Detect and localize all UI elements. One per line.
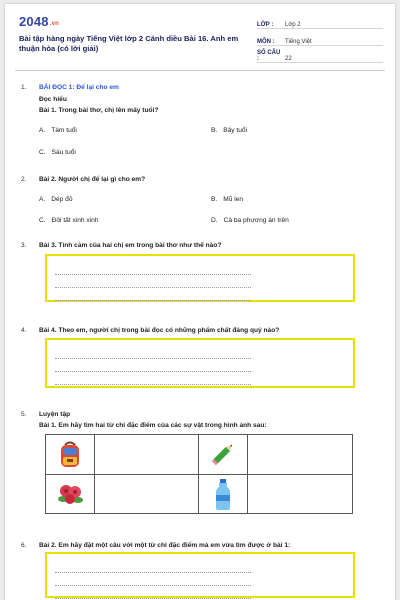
header-divider [15, 70, 385, 71]
option-b[interactable] [211, 127, 247, 134]
option-c[interactable] [39, 217, 99, 224]
question-number: 6. [21, 542, 27, 549]
option-text: Tám tuổi [51, 127, 77, 134]
question-text: Bài 1. Trong bài thơ, chị lên mấy tuổi? [39, 107, 159, 114]
site-logo[interactable]: 2048.vn [19, 14, 60, 29]
section-title: BÀI ĐỌC 1: Để lại cho em [39, 84, 119, 91]
question-text: Bài 4. Theo em, người chị trong bài đọc có những phẩm chất đáng quý nào? [39, 327, 280, 334]
image-cell [199, 474, 248, 514]
image-cell [199, 435, 248, 475]
image-cell [46, 435, 95, 475]
option-text: Dép đỏ [51, 196, 73, 203]
question-text: Bài 2. Em hãy đặt một câu với một từ chỉ đặc điểm mà em vừa tìm được ở bài 1: [39, 542, 291, 549]
table-row [46, 435, 353, 475]
meta-label: SỐ CÂU : [257, 50, 281, 62]
answer-line [55, 275, 251, 288]
answer-box[interactable] [45, 338, 355, 388]
answer-box[interactable] [45, 254, 355, 302]
answer-line [55, 586, 251, 599]
section-title: Luyện tập [39, 411, 71, 418]
table-row [46, 474, 353, 514]
question-text: Bài 1. Em hãy tìm hai từ chỉ đặc điểm của các sự vật trong hình ảnh sau: [39, 422, 267, 429]
meta-label: MÔN : [257, 39, 275, 45]
option-letter: C. [39, 149, 46, 156]
answer-cell[interactable] [248, 435, 353, 475]
meta-value: Lớp 2 [285, 22, 301, 28]
meta-label: LỚP : [257, 22, 274, 28]
meta-value: Tiếng Việt [285, 39, 312, 45]
water-bottle-icon [208, 477, 238, 511]
question-text: Bài 2. Người chị để lại gì cho em? [39, 176, 146, 183]
answer-box[interactable] [45, 552, 355, 598]
meta-value: 22 [285, 56, 292, 62]
option-a[interactable] [39, 127, 77, 134]
option-letter: B. [211, 127, 218, 134]
question-text: Bài 3. Tình cảm của hai chị em trong bài thơ như thế nào? [39, 242, 222, 249]
option-letter: B. [211, 196, 218, 203]
option-letter: A. [39, 196, 46, 203]
answer-line [55, 346, 251, 359]
option-a[interactable] [39, 196, 73, 203]
option-c[interactable] [39, 149, 76, 156]
answer-line [55, 573, 251, 586]
question-number: 4. [21, 327, 27, 334]
answer-cell[interactable] [94, 435, 199, 475]
question-number: 2. [21, 176, 27, 183]
section-subtitle: Đọc hiểu [39, 96, 67, 103]
question-number: 3. [21, 242, 27, 249]
option-b[interactable] [211, 196, 243, 203]
pencil-icon [208, 439, 238, 469]
question-number: 5. [21, 411, 27, 418]
document-title: Bài tập hàng ngày Tiếng Việt lớp 2 Cánh diều Bài 16. Anh em thuận hòa (có lời giải) [19, 34, 239, 53]
answer-cell[interactable] [248, 474, 353, 514]
option-d[interactable] [211, 217, 289, 224]
worksheet-meta [257, 14, 383, 65]
meta-row-count [257, 48, 383, 63]
worksheet-page [5, 4, 395, 600]
answer-cell[interactable] [94, 474, 199, 514]
answer-line [55, 372, 251, 385]
option-text: Đôi tất xinh xinh [51, 217, 99, 224]
option-letter: A. [39, 127, 46, 134]
meta-row-class [257, 14, 383, 29]
backpack-icon [55, 439, 85, 469]
image-answer-table [45, 434, 353, 514]
option-letter: D. [211, 217, 218, 224]
image-cell [46, 474, 95, 514]
answer-line [55, 262, 251, 275]
option-text: Sáu tuổi [51, 149, 76, 156]
answer-line [55, 288, 251, 301]
roses-icon [55, 479, 85, 509]
option-letter: C. [39, 217, 46, 224]
option-text: Cả ba phương án trên [223, 217, 289, 224]
meta-row-subject [257, 31, 383, 46]
answer-line [55, 560, 251, 573]
question-number: 1. [21, 84, 27, 91]
option-text: Mũ len [223, 196, 244, 203]
answer-line [55, 359, 251, 372]
option-text: Bảy tuổi [223, 127, 248, 134]
